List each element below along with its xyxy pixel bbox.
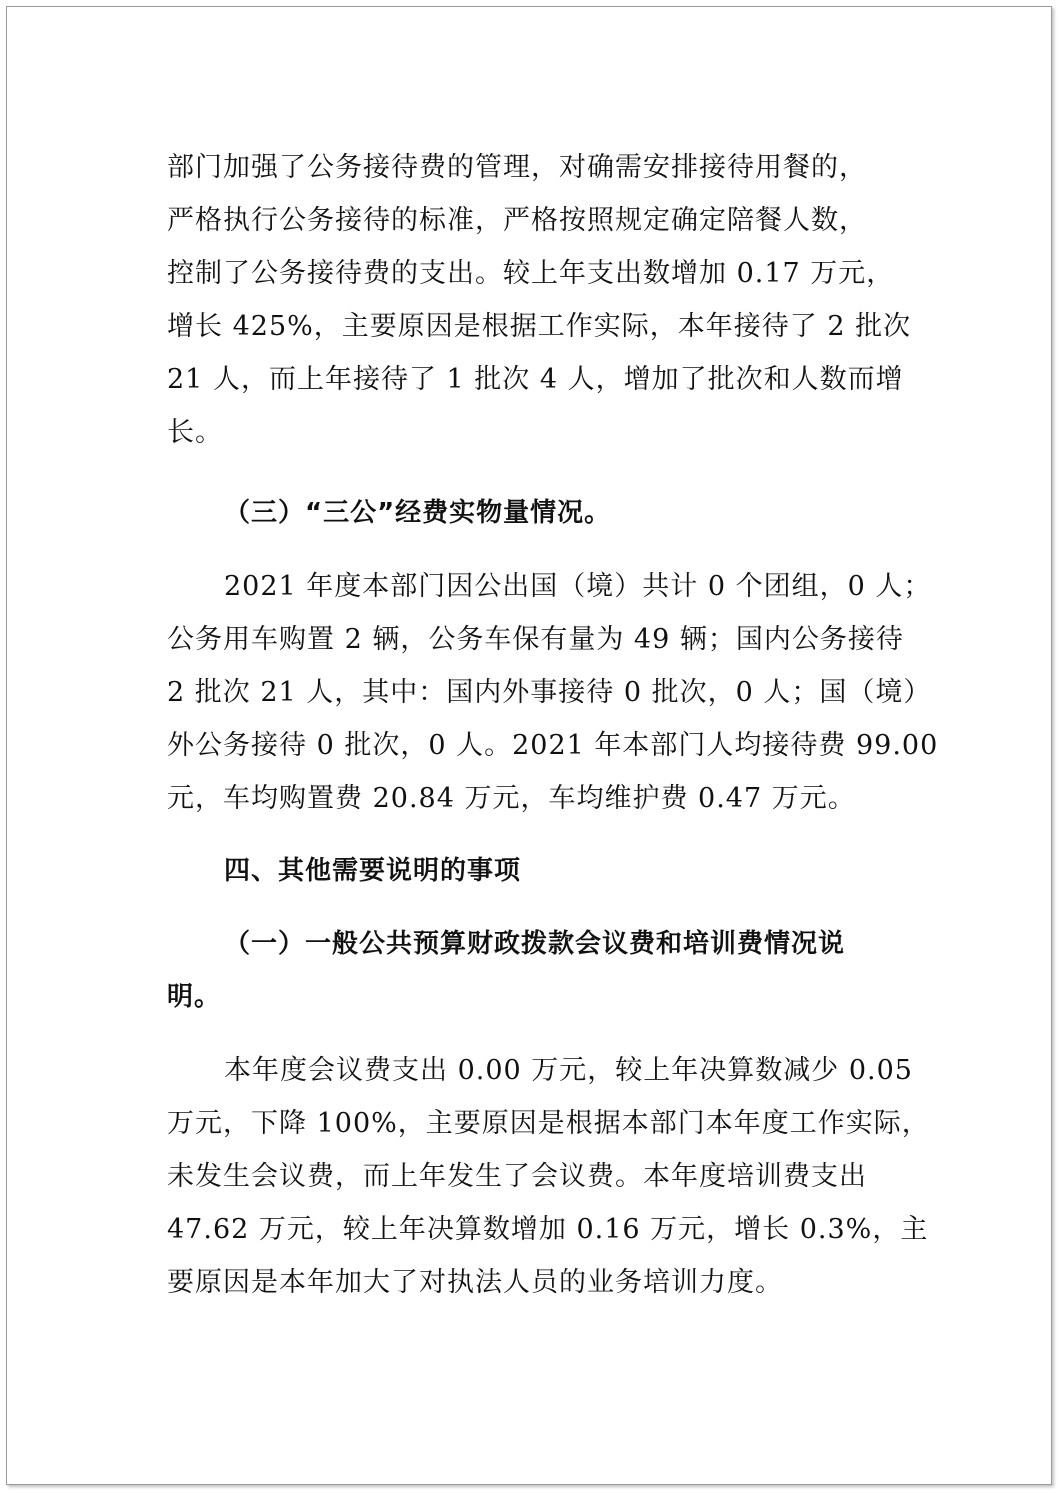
text-line: 21 人，而上年接待了 1 批次 4 人，增加了批次和人数而增 [167,364,904,395]
text-line: 要原因是本年加大了对执法人员的业务培训力度。 [167,1267,783,1298]
text-line: 未发生会议费，而上年发生了会议费。本年度培训费支出 [167,1161,867,1192]
section-heading-4: 四、其他需要说明的事项 [224,856,522,886]
heading-line: （一）一般公共预算财政拨款会议费和培训费情况说 [224,929,846,959]
paragraph-reception [167,141,927,459]
paragraph-meeting [167,1044,930,1309]
text-line: 本年度会议费支出 0.00 万元，较上年决算数减少 0.05 [224,1055,913,1086]
document-body [167,141,939,1309]
section-heading-3: （三）“三公”经费实物量情况。 [224,498,612,528]
text-line: 公务用车购置 2 辆，公务车保有量为 49 辆；国内公务接待 [167,624,904,655]
text-line: 外公务接待 0 批次，0 人。2021 年本部门人均接待费 99.00 [167,730,939,761]
section-heading-4-1 [167,918,927,1024]
text-line: 严格执行公务接待的标准，严格按照规定确定陪餐人数， [167,205,867,236]
text-line: 长。 [167,417,223,448]
text-line: 元，车均购置费 20.84 万元，车均维护费 0.47 万元。 [167,783,856,814]
text-line: 2021 年度本部门因公出国（境）共计 0 个团组，0 人； [224,571,932,602]
text-line: 2 批次 21 人，其中：国内外事接待 0 批次，0 人；国（境） [167,677,932,708]
text-line: 控制了公务接待费的支出。较上年支出数增加 0.17 万元， [167,258,895,289]
text-line: 万元，下降 100%，主要原因是根据本部门本年度工作实际， [167,1108,930,1139]
heading-line: 明。 [167,982,222,1012]
paragraph-quantity [167,560,939,825]
document-page [6,6,1052,1485]
text-line: 部门加强了公务接待费的管理，对确需安排接待用餐的， [167,152,867,183]
text-line: 增长 425%，主要原因是根据工作实际，本年接待了 2 批次 [167,311,912,342]
text-line: 47.62 万元，较上年决算数增加 0.16 万元，增长 0.3%，主 [167,1214,929,1245]
